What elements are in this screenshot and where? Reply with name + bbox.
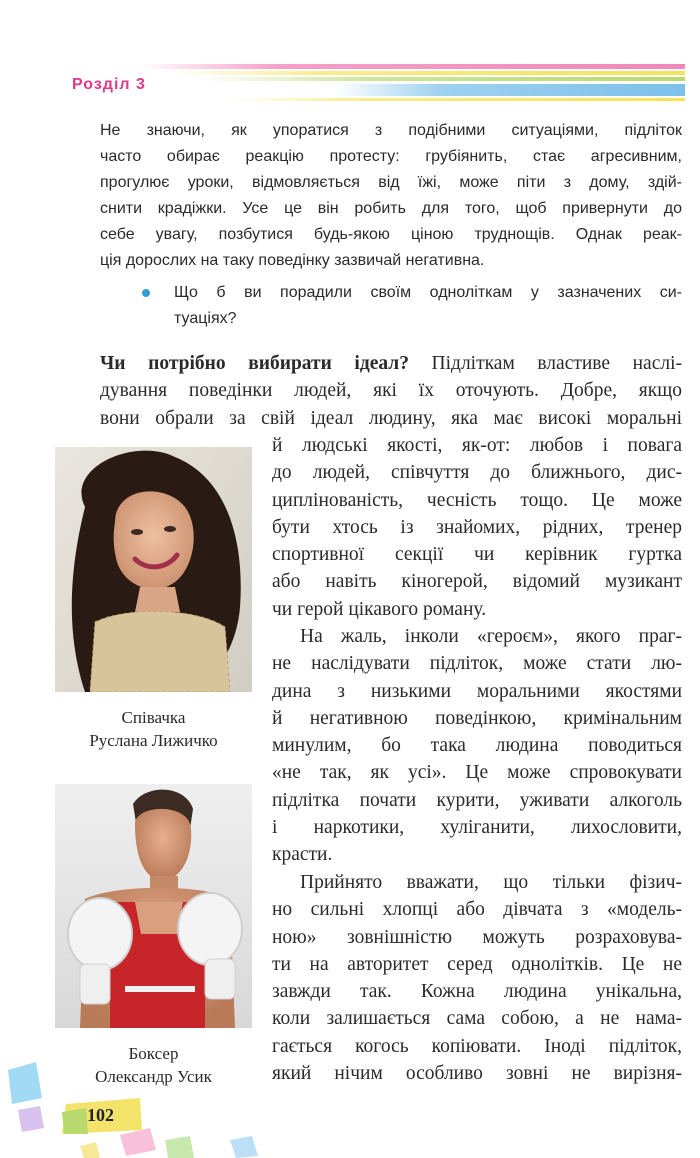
text-span: Підліткам властиве наслі-	[431, 353, 682, 374]
text-line: або навіть кіногерой, відомий музикант	[272, 571, 682, 593]
text-line: завжди так. Кожна людина унікальна,	[272, 981, 682, 1003]
text-line: й негативною поведінкою, кримінальним	[272, 707, 682, 729]
caption-line: Руслана Лижичко	[89, 731, 218, 750]
page-number: 102	[87, 1105, 114, 1125]
text-line: й людські якості, як-от: любов і повага	[272, 435, 682, 456]
text-line: гається когось копіювати. Іноді підліток,	[272, 1035, 682, 1057]
text-line	[100, 350, 682, 377]
text-line: коли залишається сама собою, а не нама-	[272, 1008, 682, 1030]
text-line: дування поведінки людей, які їх оточують. Добре, якщо	[100, 380, 682, 402]
text-line: Прийнято вважати, що тільки фізич-	[300, 872, 682, 893]
text-line: підлітка почати курити, уживати алкоголь	[272, 789, 682, 811]
text-line: снити крадіжки. Усе це він робить для того, щоб привернути до	[100, 200, 682, 217]
text-line: до людей, співчуття до ближнього, дис-	[272, 462, 682, 484]
text-line: циплінованість, чесність тощо. Це може	[272, 489, 682, 511]
text-line: ти на авторитет серед однолітків. Це не	[272, 953, 682, 975]
boxer-photo	[55, 784, 252, 1028]
paragraph-heading: Чи потрібно вибирати ідеал?	[100, 353, 409, 374]
bullet-icon	[142, 289, 150, 297]
text-line: який нічим особливо зовні не вирізня-	[272, 1063, 682, 1085]
text-line: бути хтось із знайомих, рідних, тренер	[272, 516, 682, 538]
text-line: ція дорослих на таку поведінку зазвичай негативна.	[100, 252, 485, 269]
text-line: і наркотики, хуліганити, лихословити,	[272, 817, 682, 839]
column-paragraph-1	[272, 432, 682, 623]
text-line: минулим, бо така людина поводиться	[272, 735, 682, 757]
column-paragraph-3	[272, 869, 682, 1087]
text-line: чи герой цікавого роману.	[272, 598, 487, 620]
text-line: ною» зовнішністю можуть розраховува-	[272, 926, 682, 948]
intro-paragraph	[100, 118, 682, 274]
text-line: часто обирає реакцію протесту: грубіянить, стає агресивним,	[100, 148, 682, 165]
text-line: На жаль, інколи «героєм», якого праг-	[300, 626, 682, 647]
text-line: дина з низькими моральними якостями	[272, 680, 682, 702]
text-line: Що б ви порадили своїм одноліткам у зазначених си-	[174, 284, 682, 301]
caption-line: Співачка	[121, 708, 186, 727]
text-line: прогулює уроки, відмовляється від їжі, може піти з дому, здій-	[100, 174, 682, 191]
section-label: Розділ 3	[72, 76, 146, 93]
confetti-decoration	[0, 1040, 300, 1158]
header-stripes	[140, 58, 685, 110]
caption-line: Боксер	[128, 1044, 179, 1063]
text-line: Не знаючи, як упоратися з подібними ситуаціями, підліток	[100, 122, 682, 139]
text-line: спортивної секції чи керівник гуртка	[272, 544, 682, 566]
question-prompt	[174, 280, 682, 332]
text-line: не наслідувати підліток, може стати лю-	[272, 653, 682, 675]
singer-photo	[55, 447, 252, 692]
singer-caption	[40, 706, 267, 752]
ideal-paragraph	[100, 350, 682, 432]
text-line: себе увагу, позбутися будь-якою ціною труднощів. Однак реак-	[100, 226, 682, 243]
text-line: но сильні хлопці або дівчата з «модель-	[272, 899, 682, 921]
text-line: красти.	[272, 844, 333, 866]
column-paragraph-2	[272, 623, 682, 869]
text-line: туаціях?	[174, 310, 237, 327]
text-line: вони обрали за свій ідеал людину, яка має високі моральні	[100, 407, 682, 429]
text-line: «не так, як усі». Це може спровокувати	[272, 762, 682, 784]
caption-line: Олександр Усик	[95, 1067, 212, 1086]
